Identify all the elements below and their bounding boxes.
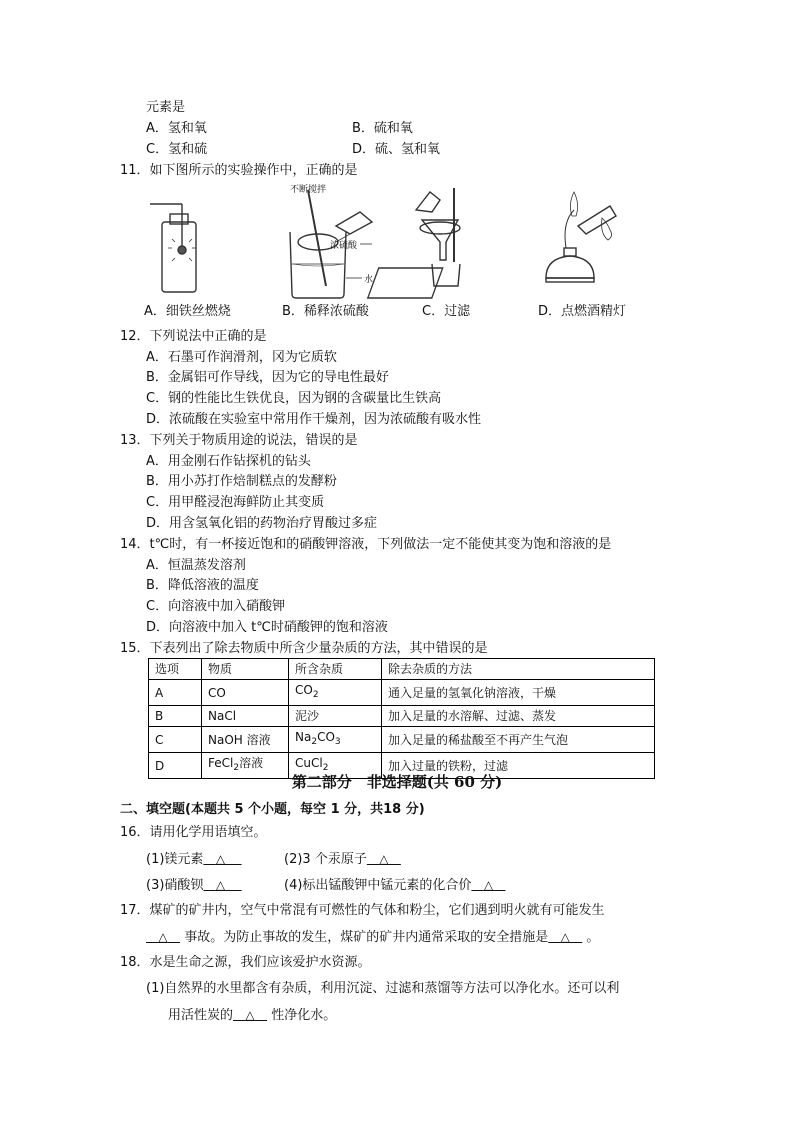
row-option: D <box>149 753 202 779</box>
row-substance: CO <box>202 680 289 706</box>
q13-stem: 13．下列关于物质用途的说法，错误的是 <box>120 433 358 448</box>
header-impurity: 所含杂质 <box>289 659 382 680</box>
q11-figure <box>140 182 660 322</box>
alcohol-lamp-icon <box>546 192 616 282</box>
row-method: 加入足量的水溶解、过滤、蒸发 <box>382 706 655 727</box>
row-option: A <box>149 680 202 706</box>
row-impurity: 泥沙 <box>289 706 382 727</box>
q11-stem: 11．如下图所示的实验操作中，正确的是 <box>120 163 358 178</box>
q14-option-c: C．向溶液中加入硝酸钾 <box>146 599 286 614</box>
q10-tail: 元素是 <box>146 100 186 115</box>
table-row <box>149 680 655 706</box>
q16-stem: 16．请用化学用语填空。 <box>120 825 267 840</box>
q15-stem: 15．下表列出了除去物质中所含少量杂质的方法，其中错误的是 <box>120 641 488 656</box>
q13-option-c: C．用甲醛浸泡海鲜防止其变质 <box>146 495 325 510</box>
q18-line-1: (1)自然界的水里都含有杂质，利用沉淀、过滤和蒸馏等方法可以净化水。还可以利 <box>146 981 620 996</box>
q16-item-4: (4)标出锰酸钾中锰元素的化合价 △ <box>284 878 494 893</box>
q12-option-c: C．钢的性能比生铁优良，因为钢的含碳量比生铁高 <box>146 391 442 406</box>
q17-line-2: △ 事故。为防止事故的发生，煤矿的矿井内通常采取的安全措施是 △ 。 <box>158 930 600 945</box>
part-two-heading: 第二部分 非选择题(共 60 分) <box>291 773 503 791</box>
caption-a: A．细铁丝燃烧 <box>144 304 231 319</box>
q13-option-a: A．用金刚石作钻探机的钻头 <box>146 454 311 469</box>
row-impurity: $CO_2$ <box>289 680 382 706</box>
q10-option-b: B．硫和氧 <box>352 121 413 136</box>
label-water: 水 <box>364 275 374 285</box>
q12-option-d: D．浓硫酸在实验室中常用作干燥剂，因为浓硫酸有吸水性 <box>146 412 482 427</box>
iron-wire-burning-icon <box>150 204 196 292</box>
row-substance: NaCl <box>202 706 289 727</box>
q12-option-a: A．石墨可作润滑剂，冈为它质软 <box>146 350 337 365</box>
q18-stem: 18．水是生命之源，我们应该爱护水资源。 <box>120 955 371 970</box>
row-method: 通入足量的氢氧化钠溶液，干燥 <box>382 680 655 706</box>
q18-line-2: 用活性炭的 △ 性净化水。 <box>168 1008 337 1023</box>
header-option: 选项 <box>149 659 202 680</box>
q17-line-1: 17．煤矿的矿井内，空气中常混有可燃性的气体和粉尘，它们遇到明火就有可能发生 <box>120 903 605 918</box>
row-substance: NaOH 溶液 <box>202 727 289 753</box>
row-substance: FeCl$_2$溶液 <box>202 753 289 779</box>
filtration-icon <box>368 188 460 298</box>
q14-option-b: B．降低溶液的温度 <box>146 578 259 593</box>
label-stir: 不断搅拌 <box>290 185 327 195</box>
q16-item-1: (1)镁元素 △ <box>146 852 226 867</box>
row-method: 加入过量的铁粉，过滤 <box>382 753 655 779</box>
caption-c: C．过滤 <box>422 304 471 319</box>
row-option: B <box>149 706 202 727</box>
table-header-row <box>149 659 655 680</box>
label-acid: 浓硫酸 <box>330 241 358 251</box>
table-row <box>149 706 655 727</box>
q12-option-b: B．金属铝可作导线，因为它的导电性最好 <box>146 370 389 385</box>
q13-option-b: B．用小苏打作焙制糕点的发酵粉 <box>146 474 337 489</box>
impurity-table <box>148 658 655 779</box>
row-impurity: $Na_2CO_3$ <box>289 727 382 753</box>
q16-item-2: (2)3 个汞原子 △ <box>284 852 389 867</box>
header-method: 除去杂质的方法 <box>382 659 655 680</box>
q14-stem: 14．t℃时，有一杯接近饱和的硝酸钾溶液，下列做法一定不能使其变为饱和溶液的是 <box>120 537 612 552</box>
q16-item-3: (3)硝酸钡 △ <box>146 878 226 893</box>
table-row <box>149 727 655 753</box>
caption-d: D．点燃酒精灯 <box>538 304 627 319</box>
row-option: C <box>149 727 202 753</box>
q14-option-a: A．恒温蒸发溶剂 <box>146 558 246 573</box>
section-two-heading: 二、填空题(本题共 5 个小题，每空 1 分，共18 分) <box>120 802 425 817</box>
row-impurity: CuCl$_2$ <box>289 753 382 779</box>
q10-option-a: A．氢和氧 <box>146 121 207 136</box>
q12-stem: 12．下列说法中正确的是 <box>120 329 267 344</box>
q10-option-d: D．硫、氢和氧 <box>352 142 441 157</box>
caption-b: B．稀释浓硫酸 <box>282 304 369 319</box>
q14-option-d: D．向溶液中加入 t℃时硝酸钾的饱和溶液 <box>146 620 388 635</box>
q10-option-c: C．氢和硫 <box>146 142 208 157</box>
header-substance: 物质 <box>202 659 289 680</box>
q13-option-d: D．用含氢氧化铝的药物治疗胃酸过多症 <box>146 516 378 531</box>
row-method: 加入足量的稀盐酸至不再产生气泡 <box>382 727 655 753</box>
